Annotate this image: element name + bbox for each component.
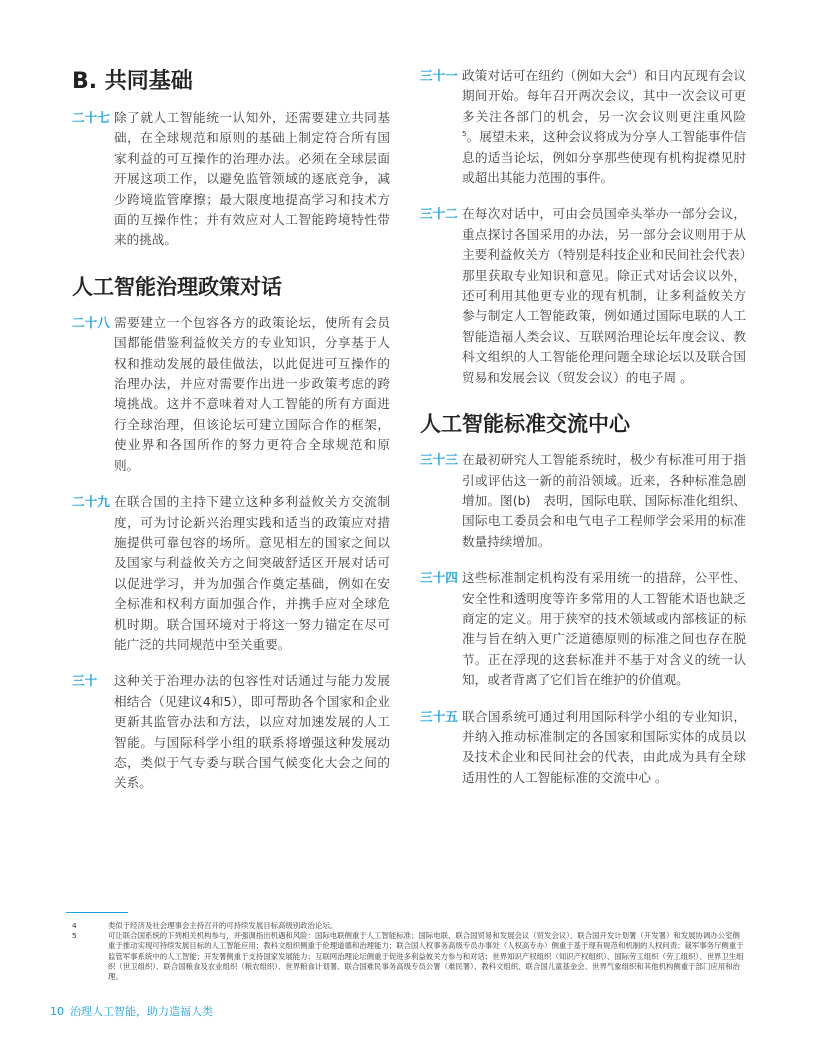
- paragraph-text: 在联合国的主持下建立这种多利益攸关方交流制度，可为讨论新兴治理实践和适当的政策应对措施提供可靠包容的场所。意见相左的国家之间以及国家与利益攸关方之间突破舒适区开展对话可以促进学习，并为加强合作奠定基础，例如在安全标准和权利方面加强合作，并携手应对全球危机时期。联合国环境对于将这一努力锚定在尽可能广泛的共同规范中至关重要。: [114, 494, 390, 652]
- footer-title: 治理人工智能，助力造福人类: [70, 1005, 213, 1018]
- footnote-4: [72, 921, 744, 931]
- paragraph-31: [420, 66, 746, 188]
- paragraph-27: [72, 108, 390, 251]
- paragraph-text: 在最初研究人工智能系统时，极少有标准可用于指引或评估这一新的前沿领域。近来，各种标准急剧增加。图(b) 表明，国际电联、国际标准化组织、国际电工委员会和电气电子工程师学会采用的标准数量持续增加。: [462, 452, 746, 549]
- page-number: 10: [50, 1005, 64, 1018]
- page-footer: [50, 1003, 219, 1019]
- paragraph-34: [420, 568, 746, 690]
- left-column: [72, 66, 390, 810]
- paragraph-text: 除了就人工智能统一认知外，还需要建立共同基础，在全球规范和原则的基础上制定符合所有国家利益的可互操作的治理办法。必须在全球层面开展这项工作，以避免监管领域的逐底竞争，减少跨境监管摩擦；最大限度地提高学习和技术方面的互操作性；并有效应对人工智能跨境特性带来的挑战。: [114, 110, 390, 248]
- footnote-ref-4[interactable]: 4: [627, 68, 632, 77]
- text-segment: ）和日内瓦现有会议期间开始。每年召开两次会议，其中一次会议可更多关注各部门的机会，另一次会议则更注重风险: [462, 68, 747, 124]
- footnote-text: 类似于经济及社会理事会主持召开的可持续发展目标高级别政治论坛。: [108, 921, 338, 930]
- footnotes: [72, 921, 744, 982]
- paragraph-number: 二十八: [72, 314, 110, 330]
- footnote-text: 可让联合国系统的下列相关机构参与，并强调指出机遇和风险：国际电联侧重于人工智能标准；国际电联、联合国贸易和发展会议（贸发会议）、联合国开发计划署（开发署）和发展协调办公室侧重于推动实现可持续发展目标的人工智能应用；教科文组织侧重于伦理道德和治理能力；联合国人权事务高级专员办事处（人权高专办）侧重于基于现有规范和机制的人权问责；裁军事务厅侧重于监管军事系统中的人工智能；开发署侧重于支持国家发展能力；互联网治理论坛侧重于促进多利益攸关方参与和对话；世界知识产权组织（知识产权组织）、国际劳工组织（劳工组织）、世界卫生组织（世卫组织）、联合国粮食及农业组织（粮农组织）、世界粮食计划署、联合国难民事务高级专员公署（难民署）、教科文组织、联合国儿童基金会、世界气象组织和其他机构侧重于部门应用和治理。: [108, 931, 744, 982]
- paragraph-28: [72, 313, 390, 476]
- footnote-5: [72, 931, 744, 982]
- paragraph-number: 二十七: [72, 110, 110, 125]
- paragraph-number: 三十四: [420, 570, 458, 586]
- paragraph-32: [420, 204, 746, 388]
- paragraph-text: 需要建立一个包容各方的政策论坛，使所有会员国都能借鉴利益攸关方的专业知识，分享基于人权和推动发展的最佳做法，以此促进可互操作的治理办法，并应对需要作出进一步政策考虑的跨境挑战。这并不意味着对人工智能的所有方面进行全球治理，但该论坛可建立国际合作的框架，使业界和各国所作的努力更符合全球规范和原则。: [114, 314, 390, 473]
- text-segment: 政策对话可在纽约（例如大会: [462, 68, 628, 83]
- right-column: [420, 66, 746, 804]
- paragraph-number: 三十三: [420, 452, 458, 468]
- paragraph-number: 二十九: [72, 494, 110, 510]
- paragraph-text: [462, 66, 746, 188]
- paragraph-number: 三十五: [420, 708, 458, 724]
- paragraph-29: [72, 492, 390, 655]
- footnote-number: 4: [72, 921, 77, 930]
- section-heading-standards-exchange: 人工智能标准交流中心: [420, 412, 630, 437]
- footnote-ref-5[interactable]: 5: [462, 130, 467, 139]
- paragraph-35: [420, 707, 746, 789]
- paragraph-30: [72, 671, 390, 793]
- section-heading-common-foundation: B. 共同基础: [72, 69, 193, 94]
- paragraph-text: 这种关于治理办法的包容性对话通过与能力发展相结合（见建议4和5），即可帮助各个国家和企业更新其监管办法和方法，以应对加速发展的人工智能。与国际科学小组的联系将增强这种发展动态，类似于气专委与联合国气候变化大会之间的关系。: [114, 673, 390, 791]
- paragraph-text: 联合国系统可通过利用国际科学小组的专业知识，并纳入推动标准制定的各国家和国际实体的成员以及技术企业和民间社会的代表，由此成为具有全球适用性的人工智能标准的交流中心 。: [462, 708, 746, 785]
- paragraph-number: 三十一: [420, 68, 458, 83]
- footnote-number: 5: [72, 931, 77, 941]
- paragraph-number: 三十: [72, 673, 98, 689]
- paragraph-33: [420, 450, 746, 552]
- paragraph-text: 在每次对话中，可由会员国牵头举办一部分会议，重点探讨各国采用的办法，另一部分会议则用于从主要利益攸关方（特别是科技企业和民间社会代表）那里获取专业知识和意见。除正式对话会议以外，还可利用其他更专业的现有机制，让多利益攸关方参与制定人工智能政策，例如通过国际电联的人工智能造福人类会议、互联网治理论坛年度会议、教科文组织的人工智能伦理问题全球论坛以及联合国贸易和发展会议（贸发会议）的电子周 。: [462, 206, 746, 385]
- section-heading-policy-dialogue: 人工智能治理政策对话: [72, 274, 282, 299]
- paragraph-text: 这些标准制定机构没有采用统一的措辞，公平性、安全性和透明度等许多常用的人工智能术语也缺乏商定的定义。用于狭窄的技术领域或内部核证的标准与旨在纳入更广泛道德原则的标准之间也存在脱节。正在浮现的这套标准并不基于对含义的统一认知，或者背离了它们旨在维护的价值观。: [462, 570, 746, 688]
- footnote-divider: [66, 912, 128, 913]
- paragraph-number: 三十二: [420, 206, 458, 222]
- text-segment: 。展望未来，这种会议将成为分享人工智能事件信息的适当论坛，例如分享那些使现有机构捉襟见肘或超出其能力范围的事件。: [462, 129, 746, 186]
